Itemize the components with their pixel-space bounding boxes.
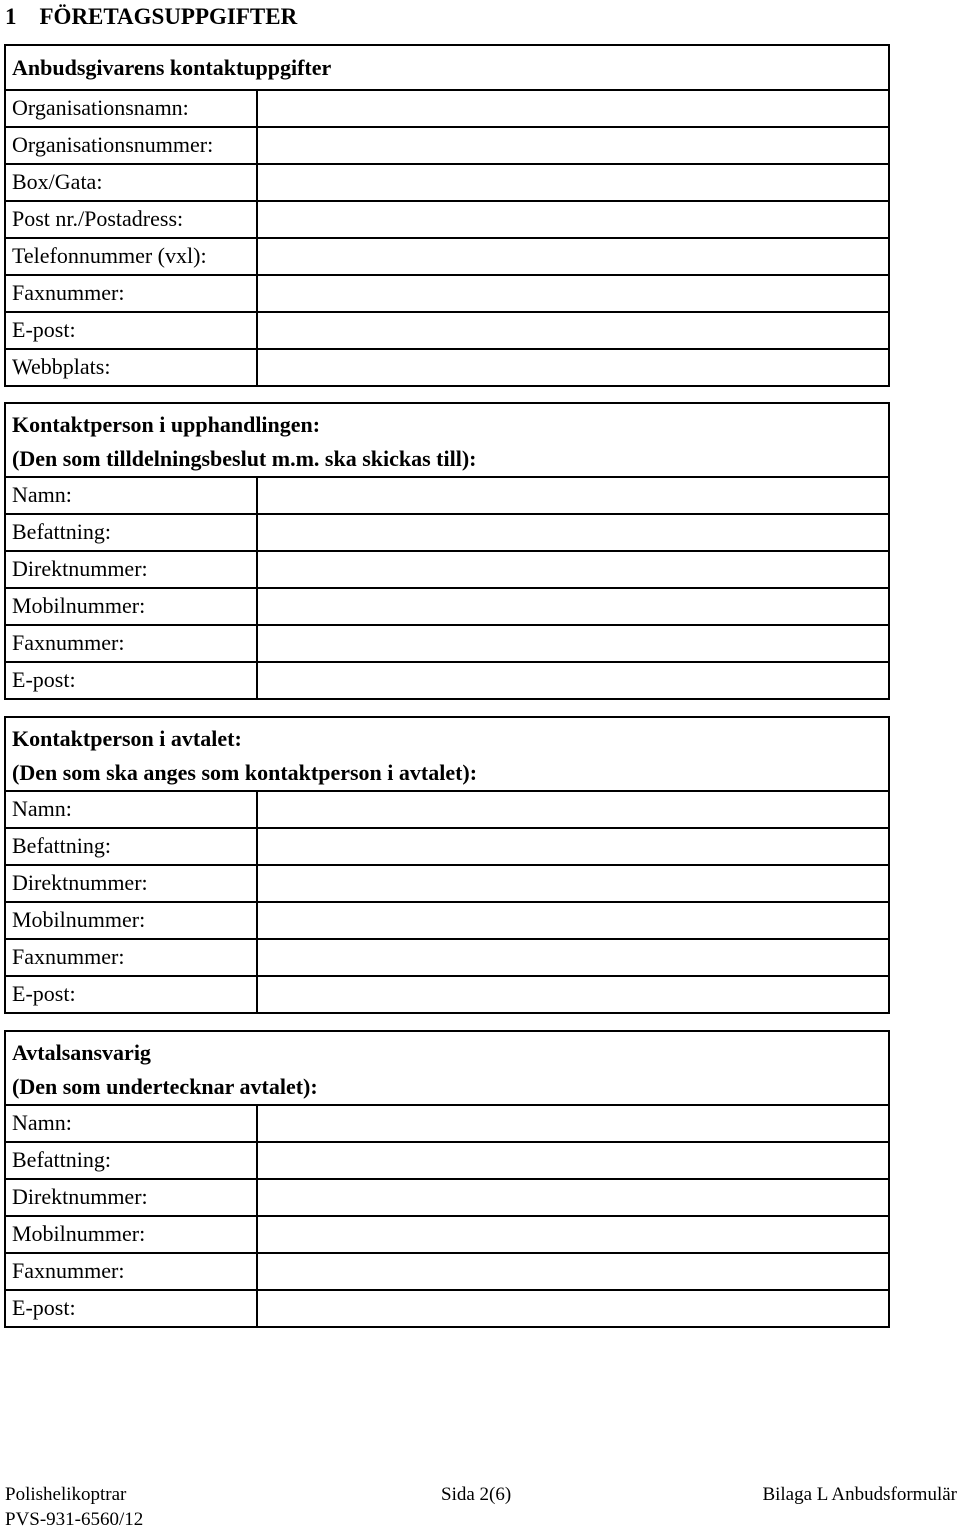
table-row xyxy=(6,1104,888,1141)
field-label: Direktnummer: xyxy=(6,1180,258,1215)
footer-project-name: Polishelikoptrar xyxy=(5,1484,127,1505)
field-input-namn[interactable] xyxy=(258,1106,888,1141)
field-label: Namn: xyxy=(6,478,258,513)
table-row xyxy=(6,661,888,698)
field-input-telefonnummer[interactable] xyxy=(258,239,888,274)
field-label: E-post: xyxy=(6,977,258,1012)
company-contact-table xyxy=(4,44,890,387)
table-row xyxy=(6,975,888,1012)
field-input-faxnummer[interactable] xyxy=(258,626,888,661)
table-row xyxy=(6,864,888,901)
footer-document-title: Bilaga L Anbudsformulär xyxy=(762,1484,957,1505)
field-label: E-post: xyxy=(6,1291,258,1326)
table-row xyxy=(6,901,888,938)
field-input-webbplats[interactable] xyxy=(258,350,888,385)
signatory-title: Avtalsansvarig xyxy=(12,1040,151,1065)
section-title: FÖRETAGSUPPGIFTER xyxy=(39,4,298,29)
field-input-mobilnummer[interactable] xyxy=(258,589,888,624)
field-label: Befattning: xyxy=(6,515,258,550)
table-row xyxy=(6,550,888,587)
field-input-organisationsnummer[interactable] xyxy=(258,128,888,163)
signatory-table xyxy=(4,1030,890,1328)
field-label: E-post: xyxy=(6,313,258,348)
table-row xyxy=(6,587,888,624)
field-label: Telefonnummer (vxl): xyxy=(6,239,258,274)
table-row xyxy=(6,200,888,237)
table-row xyxy=(6,237,888,274)
field-label: E-post: xyxy=(6,663,258,698)
table-row xyxy=(6,1289,888,1326)
agreement-contact-table xyxy=(4,716,890,1014)
company-contact-title: Anbudsgivarens kontaktuppgifter xyxy=(12,55,332,80)
agreement-contact-header xyxy=(6,718,888,790)
table-row xyxy=(6,827,888,864)
field-label: Mobilnummer: xyxy=(6,589,258,624)
agreement-contact-subtitle: (Den som ska anges som kontaktperson i avtalet): xyxy=(12,760,478,785)
field-input-postadress[interactable] xyxy=(258,202,888,237)
field-label: Faxnummer: xyxy=(6,940,258,975)
field-label: Direktnummer: xyxy=(6,866,258,901)
field-label: Befattning: xyxy=(6,829,258,864)
agreement-contact-title: Kontaktperson i avtalet: xyxy=(12,726,242,751)
field-label: Faxnummer: xyxy=(6,276,258,311)
field-input-epost[interactable] xyxy=(258,977,888,1012)
procurement-contact-title: Kontaktperson i upphandlingen: xyxy=(12,412,321,437)
signatory-header xyxy=(6,1032,888,1104)
field-input-direktnummer[interactable] xyxy=(258,866,888,901)
table-row xyxy=(6,163,888,200)
table-row xyxy=(6,1252,888,1289)
field-input-box-gata[interactable] xyxy=(258,165,888,200)
field-label: Mobilnummer: xyxy=(6,903,258,938)
field-input-faxnummer[interactable] xyxy=(258,1254,888,1289)
field-input-mobilnummer[interactable] xyxy=(258,903,888,938)
table-row xyxy=(6,126,888,163)
table-row xyxy=(6,938,888,975)
table-row xyxy=(6,348,888,385)
table-row xyxy=(6,311,888,348)
table-row xyxy=(6,274,888,311)
field-label: Post nr./Postadress: xyxy=(6,202,258,237)
table-row xyxy=(6,513,888,550)
footer-page-number: Sida 2(6) xyxy=(441,1484,512,1505)
field-input-epost[interactable] xyxy=(258,663,888,698)
field-input-organisationsnamn[interactable] xyxy=(258,91,888,126)
field-input-namn[interactable] xyxy=(258,478,888,513)
field-label: Direktnummer: xyxy=(6,552,258,587)
field-label: Organisationsnummer: xyxy=(6,128,258,163)
field-input-epost[interactable] xyxy=(258,313,888,348)
field-input-direktnummer[interactable] xyxy=(258,1180,888,1215)
procurement-contact-subtitle: (Den som tilldelningsbeslut m.m. ska skickas till): xyxy=(12,446,477,471)
field-input-faxnummer[interactable] xyxy=(258,276,888,311)
field-label: Befattning: xyxy=(6,1143,258,1178)
table-row xyxy=(6,1141,888,1178)
procurement-contact-header xyxy=(6,404,888,476)
section-heading xyxy=(5,2,297,32)
field-label: Webbplats: xyxy=(6,350,258,385)
field-label: Namn: xyxy=(6,792,258,827)
field-input-befattning[interactable] xyxy=(258,515,888,550)
field-label: Box/Gata: xyxy=(6,165,258,200)
field-input-mobilnummer[interactable] xyxy=(258,1217,888,1252)
table-row xyxy=(6,476,888,513)
field-label: Namn: xyxy=(6,1106,258,1141)
table-row xyxy=(6,624,888,661)
field-input-befattning[interactable] xyxy=(258,829,888,864)
field-input-epost[interactable] xyxy=(258,1291,888,1326)
field-input-direktnummer[interactable] xyxy=(258,552,888,587)
field-input-namn[interactable] xyxy=(258,792,888,827)
table-row xyxy=(6,790,888,827)
footer-reference-number: PVS-931-6560/12 xyxy=(5,1509,144,1530)
section-number: 1 xyxy=(5,4,17,29)
field-input-befattning[interactable] xyxy=(258,1143,888,1178)
field-label: Faxnummer: xyxy=(6,626,258,661)
field-label: Mobilnummer: xyxy=(6,1217,258,1252)
table-row xyxy=(6,1215,888,1252)
procurement-contact-table xyxy=(4,402,890,700)
signatory-subtitle: (Den som undertecknar avtalet): xyxy=(12,1074,318,1099)
field-label: Organisationsnamn: xyxy=(6,91,258,126)
field-label: Faxnummer: xyxy=(6,1254,258,1289)
field-input-faxnummer[interactable] xyxy=(258,940,888,975)
table-row xyxy=(6,89,888,126)
table-row xyxy=(6,1178,888,1215)
